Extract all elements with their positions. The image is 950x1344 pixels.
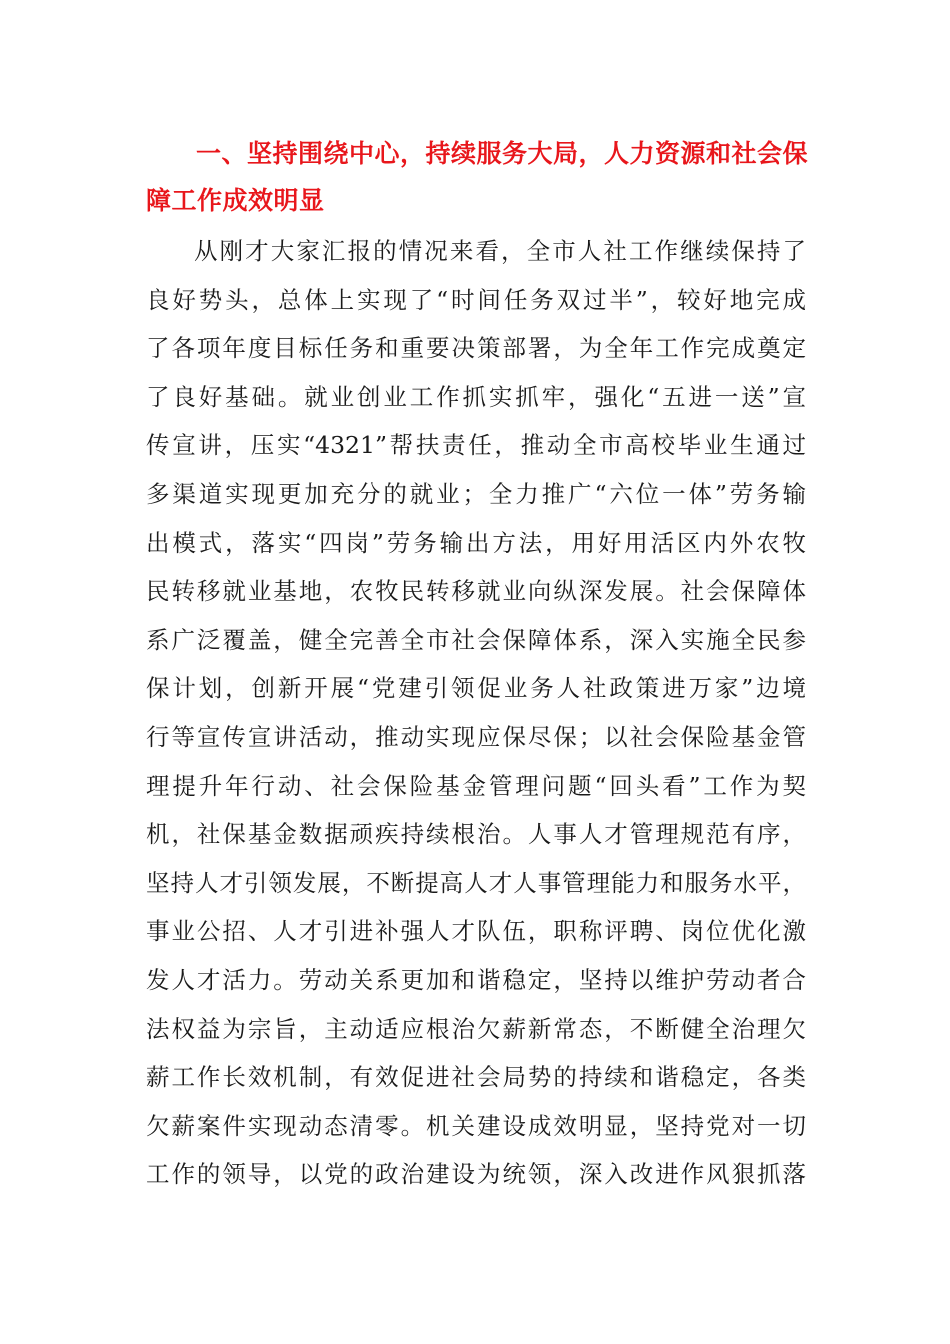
paragraph-line: 机，社保基金数据顽疾持续根治。人事人才管理规范有序， bbox=[146, 820, 806, 849]
section-heading bbox=[146, 130, 809, 224]
paragraph-line: 从刚才大家汇报的情况来看，全市人社工作继续保持了 bbox=[194, 237, 806, 265]
paragraph-line: 保计划，创新开展“党建引领促业务人社政策进万家”边境 bbox=[146, 674, 806, 703]
paragraph-line: 事业公招、人才引进补强人才队伍，职称评聘、岗位优化激 bbox=[146, 917, 806, 946]
paragraph-line: 法权益为宗旨，主动适应根治欠薪新常态，不断健全治理欠 bbox=[146, 1014, 806, 1043]
paragraph-line: 出模式，落实“四岗”劳务输出方法，用好用活区内外农牧 bbox=[146, 528, 806, 557]
paragraph-line: 行等宣传宣讲活动，推动实现应保尽保；以社会保险基金管 bbox=[146, 722, 806, 751]
paragraph-line: 工作的领导，以党的政治建设为统领，深入改进作风狠抓落 bbox=[146, 1160, 806, 1189]
heading-line-1: 一、坚持围绕中心，持续服务大局，人力资源和社会保 bbox=[196, 139, 809, 168]
paragraph-line: 理提升年行动、社会保险基金管理问题“回头看”工作为契 bbox=[146, 771, 806, 800]
paragraph-line: 了各项年度目标任务和重要决策部署，为全年工作完成奠定 bbox=[146, 334, 806, 363]
paragraph-line: 系广泛覆盖，健全完善全市社会保障体系，深入实施全民参 bbox=[146, 625, 806, 654]
paragraph-line: 发人才活力。劳动关系更加和谐稳定，坚持以维护劳动者合 bbox=[146, 965, 806, 994]
paragraph-line: 多渠道实现更加充分的就业；全力推广“六位一体”劳务输 bbox=[146, 479, 806, 508]
body-paragraph bbox=[146, 227, 806, 1199]
paragraph-line: 坚持人才引领发展，不断提高人才人事管理能力和服务水平， bbox=[146, 868, 806, 897]
paragraph-line: 欠薪案件实现动态清零。机关建设成效明显，坚持党对一切 bbox=[146, 1111, 806, 1140]
heading-line-2: 障工作成效明显 bbox=[146, 186, 325, 215]
paragraph-line: 薪工作长效机制，有效促进社会局势的持续和谐稳定，各类 bbox=[146, 1063, 806, 1092]
paragraph-line: 传宣讲，压实“4321”帮扶责任，推动全市高校毕业生通过 bbox=[146, 431, 806, 460]
paragraph-line: 良好势头，总体上实现了“时间任务双过半”，较好地完成 bbox=[146, 285, 806, 314]
paragraph-line: 了良好基础。就业创业工作抓实抓牢，强化“五进一送”宣 bbox=[146, 382, 806, 411]
paragraph-line: 民转移就业基地，农牧民转移就业向纵深发展。社会保障体 bbox=[146, 577, 806, 606]
